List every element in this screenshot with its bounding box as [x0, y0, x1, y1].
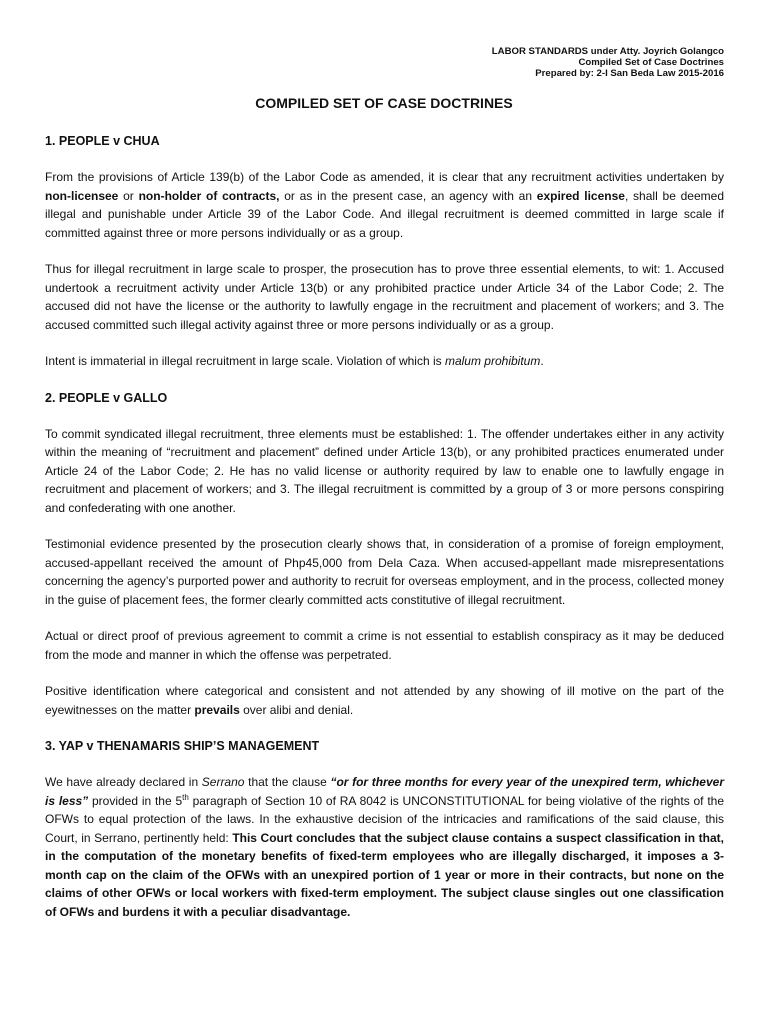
doctrine-paragraph — [45, 260, 724, 334]
text-run: over alibi and denial. — [239, 702, 354, 717]
text-run: non-licensee — [45, 188, 119, 203]
document-body — [45, 132, 724, 939]
header-prepared-by: Prepared by: 2-I San Beda Law 2015-2016 — [535, 68, 724, 79]
doctrine-paragraph — [45, 168, 724, 242]
doctrine-paragraph — [45, 773, 724, 921]
text-run: th — [182, 792, 189, 802]
text-run: that the clause — [244, 775, 331, 789]
text-run: or as in the present case, an agency with an — [279, 188, 537, 203]
text-run: Thus for illegal recruitment in large scale to prosper, the prosecution has to prove three essential elements, to wit: 1. Accused undertook a recruitment activity under Article 13(b) or any prohibited practice under Article 34 of the Labor Code; 2. The accused did not have the license or the authority to lawfully engage in the recruitment and placement of workers; and 3. The accused committed such illegal activity against three or more persons individually or as a group. — [45, 262, 724, 332]
text-run: Intent is immaterial in illegal recruitment in large scale. Violation of which is — [45, 354, 445, 368]
text-run: provided in the 5 — [88, 793, 183, 808]
header-doc-name: Compiled Set of Case Doctrines — [578, 57, 724, 68]
text-run: From the provisions of Article 139(b) of the Labor Code as amended, it is clear that any recruitment activities undertaken by — [45, 170, 724, 184]
running-header — [492, 46, 724, 79]
text-run: malum prohibitum — [444, 354, 541, 368]
text-run: To commit syndicated illegal recruitment, three elements must be established: 1. The offender undertakes either in any activity within the meaning of “recruitment and placement” defined under Article 13(b), or any prohibited practices enumerated under Article 24 of the Labor Code; 2. He has no valid license or authority required by law to enable one to lawfully engage in recruitment and placement of workers; and 3. The illegal recruitment is committed by a group of 3 or more persons conspiring and confederating with one another. — [45, 426, 724, 515]
doctrine-paragraph — [45, 425, 724, 518]
case-heading: 1. PEOPLE v CHUA — [45, 134, 160, 148]
text-run: or — [118, 188, 139, 203]
doctrine-paragraph — [45, 682, 724, 719]
text-run: prevails — [194, 702, 240, 717]
text-run: , shall be deemed illegal and punishable under Article 39 of the Labor Code. And illegal recruitment is deemed committed in large scale if committed against three or more persons individually or as a group. — [45, 188, 725, 240]
text-run: Positive identification where categorical and consistent and not attended by any showing of ill motive on the part of the eyewitnesses on the matter — [45, 684, 724, 717]
text-run: Testimonial evidence presented by the prosecution clearly shows that, in consideration of a promise of foreign employment, accused-appellant received the amount of Php45,000 from Dela Caza. When accused-appellant made misrepresentations concerning the agency’s purported power and authority to recruit for overseas employment, and in the process, collected money in the guise of placement fees, the former clearly committed acts constitutive of illegal recruitment. — [45, 537, 724, 607]
case-heading: 2. PEOPLE v GALLO — [45, 390, 168, 405]
text-run: We have already declared in — [45, 775, 202, 789]
doctrine-paragraph — [45, 627, 724, 664]
text-run: non-holder of contracts, — [138, 188, 280, 203]
doctrine-paragraph — [45, 535, 724, 609]
header-course: LABOR STANDARDS under Atty. Joyrich Golangco — [491, 46, 724, 57]
text-run: . — [540, 354, 544, 368]
case-heading: 3. YAP v THENAMARIS SHIP’S MANAGEMENT — [45, 739, 320, 753]
text-run: paragraph of Section 10 of RA 8042 is UNCONSTITUTIONAL for being violative of the rights of the OFWs to equal protection of the laws. In the exhaustive decision of the intricacies and ramifications of the said clause, this Court, in Serrano, pertinently held: — [45, 793, 724, 845]
text-run: “or for three months for every year of the unexpired term, whichever is less” — [45, 775, 724, 808]
text-run: This Court concludes that the subject clause contains a suspect classification in that, in the computation of the monetary benefits of fixed-term employees who are illegally discharged, it imposes a 3-month cap on the claim of the OFWs with an unexpired portion of 1 year or more in their contracts, but none on the claims of other OFWs or local workers with fixed-term employment. The subject clause singles out one classification of OFWs and burdens it with a peculiar disadvantage. — [45, 830, 724, 919]
text-run: Serrano — [201, 775, 245, 789]
text-run: Actual or direct proof of previous agreement to commit a crime is not essential to establish conspiracy as it may be deduced from the mode and manner in which the offense was perpetrated. — [45, 629, 724, 662]
doctrine-paragraph — [45, 352, 724, 371]
document-title: COMPILED SET OF CASE DOCTRINES — [255, 95, 513, 111]
text-run: expired license — [536, 188, 625, 203]
